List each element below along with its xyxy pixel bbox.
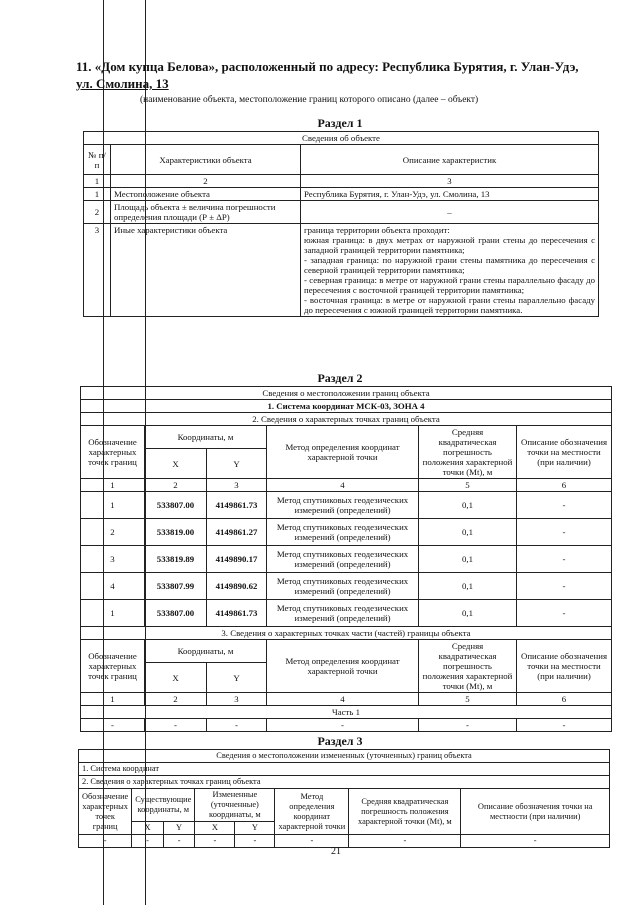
point-description: -	[517, 519, 612, 546]
part-cell: -	[419, 719, 517, 732]
col-number: 2	[145, 479, 207, 492]
point-method: Метод спутниковых геодезических измерений (определений)	[267, 492, 419, 519]
boundary-north: - северная граница: в метре от наружной грани стены параллельно фасаду до пересечения с восточной границей территории памятника;	[304, 275, 595, 295]
header-point-description: Описание обозначения точки на местности (при наличии)	[517, 640, 612, 693]
boundary-west: - западная граница: по наружной грани стены памятника до пересечения с северной границей территории памятника;	[304, 255, 595, 275]
row-number: 3	[84, 224, 111, 317]
header-characteristics: Характеристики объекта	[111, 145, 301, 175]
section1-table-title: Сведения об объекте	[84, 132, 599, 145]
header-method: Метод определения координат характерной точки	[275, 789, 349, 835]
point-x: 533807.99	[145, 573, 207, 600]
point-method: Метод спутниковых геодезических измерений (определений)	[267, 573, 419, 600]
point-y: 4149861.73	[207, 600, 267, 627]
point-method: Метод спутниковых геодезических измерений (определений)	[267, 546, 419, 573]
col-number: 5	[419, 479, 517, 492]
section3-subheading: 2. Сведения о характерных точках границ объекта	[79, 776, 610, 789]
header-error: Средняя квадратическая погрешность положения характерной точки (Mt), м	[349, 789, 461, 835]
col-number: 6	[517, 693, 612, 706]
header-method: Метод определения координат характерной точки	[267, 426, 419, 479]
row-cell: -	[132, 835, 164, 848]
header-point-description: Описание обозначения точки на местности (при наличии)	[517, 426, 612, 479]
col-number: 4	[267, 479, 419, 492]
table-row	[84, 201, 599, 224]
point-number: 1	[81, 492, 145, 519]
header-coords: Координаты, м	[145, 640, 267, 663]
part-cell: -	[267, 719, 419, 732]
table-row	[81, 519, 612, 546]
part-cell: -	[145, 719, 207, 732]
point-x: 533819.89	[145, 546, 207, 573]
point-y: 4149861.27	[207, 519, 267, 546]
row-number: 2	[84, 201, 111, 224]
point-number: 1	[81, 600, 145, 627]
header-x: X	[145, 663, 207, 693]
header-y: Y	[163, 822, 195, 835]
header-x: X	[195, 822, 235, 835]
col-number: 3	[301, 175, 599, 188]
point-method: Метод спутниковых геодезических измерений (определений)	[267, 600, 419, 627]
point-y: 4149890.17	[207, 546, 267, 573]
table-row	[81, 600, 612, 627]
header-point: Обозначение характерных точек границ	[79, 789, 132, 835]
row-cell: -	[461, 835, 610, 848]
col-number: 3	[207, 693, 267, 706]
part-points-subheading: 3. Сведения о характерных точках части (частей) границы объекта	[81, 627, 612, 640]
row-cell: -	[275, 835, 349, 848]
point-number: 4	[81, 573, 145, 600]
table-row	[81, 719, 612, 732]
header-description: Описание характеристик	[301, 145, 599, 175]
point-x: 533807.00	[145, 492, 207, 519]
point-y: 4149861.73	[207, 492, 267, 519]
header-coords: Координаты, м	[145, 426, 267, 449]
point-description: -	[517, 492, 612, 519]
part-cell: -	[81, 719, 145, 732]
table-row	[79, 835, 610, 848]
section2-table	[80, 386, 612, 732]
boundary-intro: граница территории объекта проходит:	[304, 225, 450, 235]
row-description: –	[301, 201, 599, 224]
col-number: 3	[207, 479, 267, 492]
point-error: 0,1	[419, 546, 517, 573]
col-number: 6	[517, 479, 612, 492]
row-cell: -	[235, 835, 275, 848]
row-characteristic: Площадь объекта ± величина погрешности определения площади (Р ± ΔР)	[111, 201, 301, 224]
part-label: Часть 1	[81, 706, 612, 719]
header-y: Y	[207, 663, 267, 693]
header-y: Y	[207, 449, 267, 479]
section3-system: 1. Система координат	[79, 763, 610, 776]
row-cell: -	[163, 835, 195, 848]
table-row	[84, 188, 599, 201]
heading-line-2: ул. Смолина, 13	[76, 76, 169, 91]
section3-title: Раздел 3	[317, 734, 363, 748]
point-number: 2	[81, 519, 145, 546]
col-number: 2	[145, 693, 207, 706]
header-method: Метод определения координат характерной точки	[267, 640, 419, 693]
section3-table	[78, 749, 610, 848]
heading-line-1: 11. «Дом купца Белова», расположенный по адресу: Республика Бурятия, г. Улан-Удэ,	[76, 59, 579, 74]
boundary-south: южная граница: в двух метрах от наружной грани стены до пересечения с западной границей территории памятника;	[304, 235, 595, 255]
point-error: 0,1	[419, 492, 517, 519]
boundary-east: - восточная граница: в метре от наружной грани стены параллельно фасаду до пересечения с южной границей территории памятника.	[304, 295, 595, 315]
part-cell: -	[517, 719, 612, 732]
table-row	[84, 224, 599, 317]
heading-caption: (наименование объекта, местоположение границ которого описано (далее – объект)	[140, 95, 479, 105]
row-cell: -	[79, 835, 132, 848]
point-error: 0,1	[419, 519, 517, 546]
table-row	[81, 573, 612, 600]
header-error: Средняя квадратическая погрешность положения характерной точки (Mt), м	[419, 426, 517, 479]
table-row	[81, 546, 612, 573]
point-description: -	[517, 600, 612, 627]
header-number: № п/п	[84, 145, 111, 175]
point-description: -	[517, 573, 612, 600]
header-existing-coords: Существующие координаты, м	[132, 789, 195, 822]
point-error: 0,1	[419, 573, 517, 600]
col-number: 1	[81, 693, 145, 706]
col-number: 1	[81, 479, 145, 492]
page-number: 21	[331, 846, 341, 857]
section1-table	[83, 131, 599, 317]
header-changed-coords: Измененные (уточненные) координаты, м	[195, 789, 275, 822]
col-number: 5	[419, 693, 517, 706]
section3-table-title: Сведения о местоположении измененных (уточненных) границ объекта	[79, 750, 610, 763]
header-x: X	[145, 449, 207, 479]
col-number: 4	[267, 693, 419, 706]
section2-table-title: Сведения о местоположении границ объекта	[81, 387, 612, 400]
points-subheading: 2. Сведения о характерных точках границ объекта	[81, 413, 612, 426]
coordinate-system: 1. Система координат МСК-03, ЗОНА 4	[81, 400, 612, 413]
row-characteristic: Местоположение объекта	[111, 188, 301, 201]
row-number: 1	[84, 188, 111, 201]
col-number: 1	[84, 175, 111, 188]
point-x: 533807.00	[145, 600, 207, 627]
row-cell: -	[195, 835, 235, 848]
point-y: 4149890.62	[207, 573, 267, 600]
point-x: 533819.00	[145, 519, 207, 546]
header-y: Y	[235, 822, 275, 835]
row-cell: -	[349, 835, 461, 848]
header-point-description: Описание обозначения точки на местности (при наличии)	[461, 789, 610, 835]
col-number: 2	[111, 175, 301, 188]
part-cell: -	[207, 719, 267, 732]
point-description: -	[517, 546, 612, 573]
header-point: Обозначение характерных точек границ	[81, 640, 145, 693]
header-point: Обозначение характерных точек границ	[81, 426, 145, 479]
row-description: Республика Бурятия, г. Улан-Удэ, ул. Смолина, 13	[301, 188, 599, 201]
point-error: 0,1	[419, 600, 517, 627]
section1-title: Раздел 1	[317, 116, 363, 130]
row-characteristic: Иные характеристики объекта	[111, 224, 301, 317]
document-heading	[76, 58, 596, 92]
table-row	[81, 492, 612, 519]
header-x: X	[132, 822, 164, 835]
point-method: Метод спутниковых геодезических измерений (определений)	[267, 519, 419, 546]
row-description	[301, 224, 599, 317]
section2-title: Раздел 2	[317, 371, 363, 385]
header-error: Средняя квадратическая погрешность положения характерной точки (Mt), м	[419, 640, 517, 693]
point-number: 3	[81, 546, 145, 573]
